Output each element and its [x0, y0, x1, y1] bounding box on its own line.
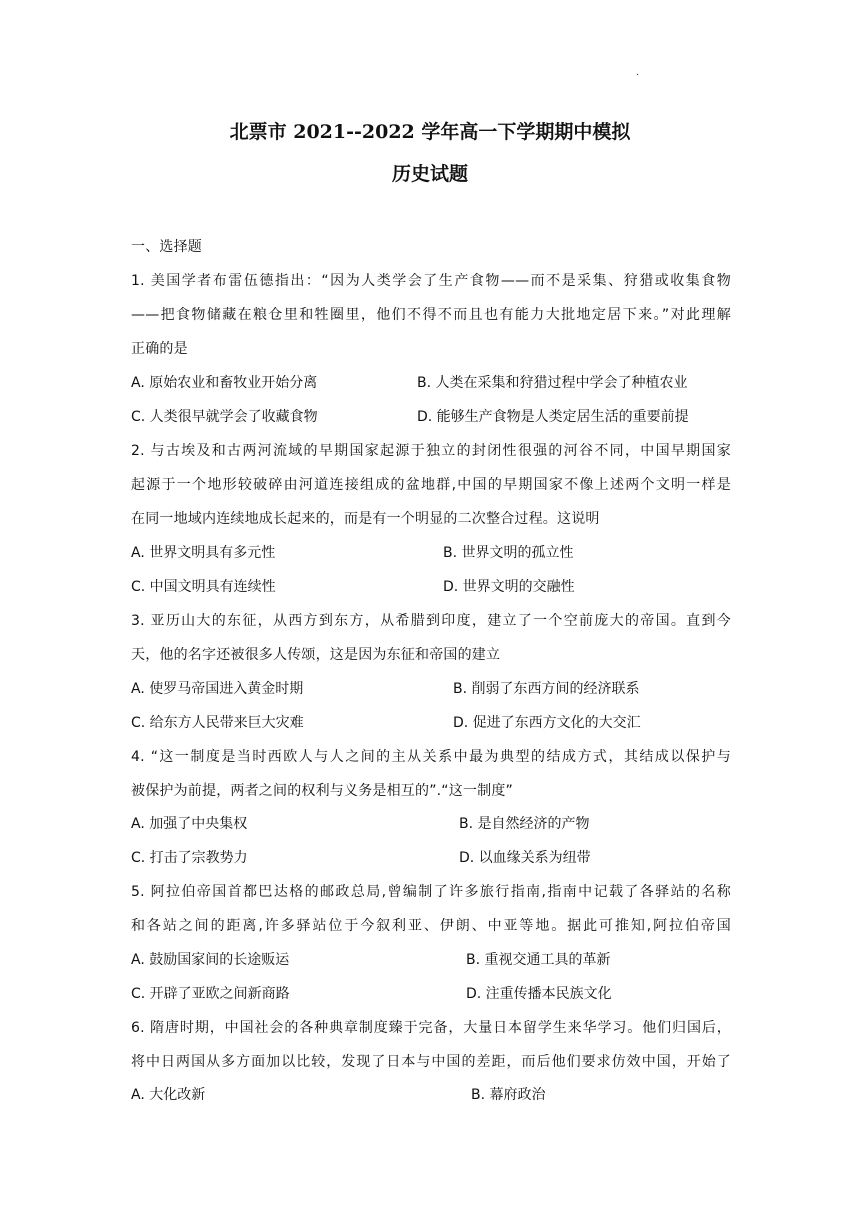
question-1-option-a: A. 原始农业和畜牧业开始分离 — [131, 375, 318, 391]
question-3-line-1: 3. 亚历山大的东征，从西方到东方，从希腊到印度，建立了一个空前庞大的帝国。直到今 — [131, 613, 731, 629]
question-4-option-b: B. 是自然经济的产物 — [459, 816, 590, 832]
question-5-option-b: B. 重视交通工具的革新 — [466, 952, 611, 968]
question-6-line-1: 6. 隋唐时期，中国社会的各种典章制度臻于完备，大量日本留学生来华学习。他们归国后， — [131, 1020, 731, 1036]
question-1-option-d: D. 能够生产食物是人类定居生活的重要前提 — [417, 409, 689, 425]
question-5-option-d: D. 注重传播本民族文化 — [466, 986, 612, 1002]
question-3-option-c: C. 给东方人民带来巨大灾难 — [131, 715, 304, 731]
question-2-option-c: C. 中国文明具有连续性 — [131, 579, 276, 595]
question-5-line-1: 5. 阿拉伯帝国首都巴达格的邮政总局,曾编制了许多旅行指南,指南中记载了各驿站的名称 — [131, 884, 731, 900]
question-3-option-a: A. 使罗马帝国进入黄金时期 — [131, 681, 304, 697]
question-1-line-3: 正确的是 — [131, 341, 188, 357]
question-1-line-1: 1. 美国学者布雷伍德指出：“因为人类学会了生产食物——而不是采集、狩猎或收集食物 — [131, 273, 731, 289]
question-2-option-d: D. 世界文明的交融性 — [443, 579, 575, 595]
question-1-option-c: C. 人类很早就学会了收藏食物 — [131, 409, 318, 425]
question-1-option-b: B. 人类在采集和狩猎过程中学会了种植农业 — [417, 375, 688, 391]
question-2-option-b: B. 世界文明的孤立性 — [443, 545, 574, 561]
question-2-line-2: 起源于一个地形较破碎由河道连接组成的盆地群,中国的早期国家不像上述两个文明一样是 — [131, 477, 731, 493]
question-6-option-a: A. 大化改新 — [131, 1087, 206, 1103]
question-3-line-2: 天，他的名字还被很多人传颂，这是因为东征和帝国的建立 — [131, 647, 501, 663]
question-3-option-b: B. 削弱了东西方间的经济联系 — [453, 681, 640, 697]
question-5-line-2: 和各站之间的距离,许多驿站位于今叙利亚、伊朗、中亚等地。据此可推知,阿拉伯帝国 — [131, 918, 731, 934]
question-2-line-3: 在同一地域内连续地成长起来的，而是有一个明显的二次整合过程。这说明 — [131, 511, 600, 527]
question-6-option-b: B. 幕府政治 — [471, 1087, 546, 1103]
question-1-line-2: ——把食物储藏在粮仓里和牲圈里，他们不得不而且也有能力大批地定居下来。”对此理解 — [131, 307, 731, 323]
section-heading: 一、选择题 — [131, 239, 202, 255]
question-6-line-2: 将中日两国从多方面加以比较，发现了日本与中国的差距，而后他们要求仿效中国，开始了 — [131, 1054, 731, 1070]
question-4-line-1: 4. “这一制度是当时西欧人与人之间的主从关系中最为典型的结成方式，其结成以保护与 — [131, 749, 731, 765]
question-5-option-c: C. 开辟了亚欧之间新商路 — [131, 986, 290, 1002]
question-4-line-2: 被保护为前提，两者之间的权利与义务是相互的”.“这一制度” — [131, 783, 514, 799]
page-subtitle: 历史试题 — [391, 163, 468, 185]
question-4-option-d: D. 以血缘关系为纽带 — [459, 850, 591, 866]
question-5-option-a: A. 鼓励国家间的长途贩运 — [131, 952, 290, 968]
question-3-option-d: D. 促进了东西方文化的大交汇 — [453, 715, 641, 731]
corner-mark: · — [636, 70, 640, 81]
page-title: 北票市 2021--2022 学年高一下学期期中模拟 — [229, 121, 631, 143]
question-4-option-c: C. 打击了宗教势力 — [131, 850, 248, 866]
question-2-option-a: A. 世界文明具有多元性 — [131, 545, 276, 561]
question-4-option-a: A. 加强了中央集权 — [131, 816, 248, 832]
question-2-line-1: 2. 与古埃及和古两河流域的早期国家起源于独立的封闭性很强的河谷不同，中国早期国家 — [131, 443, 731, 459]
